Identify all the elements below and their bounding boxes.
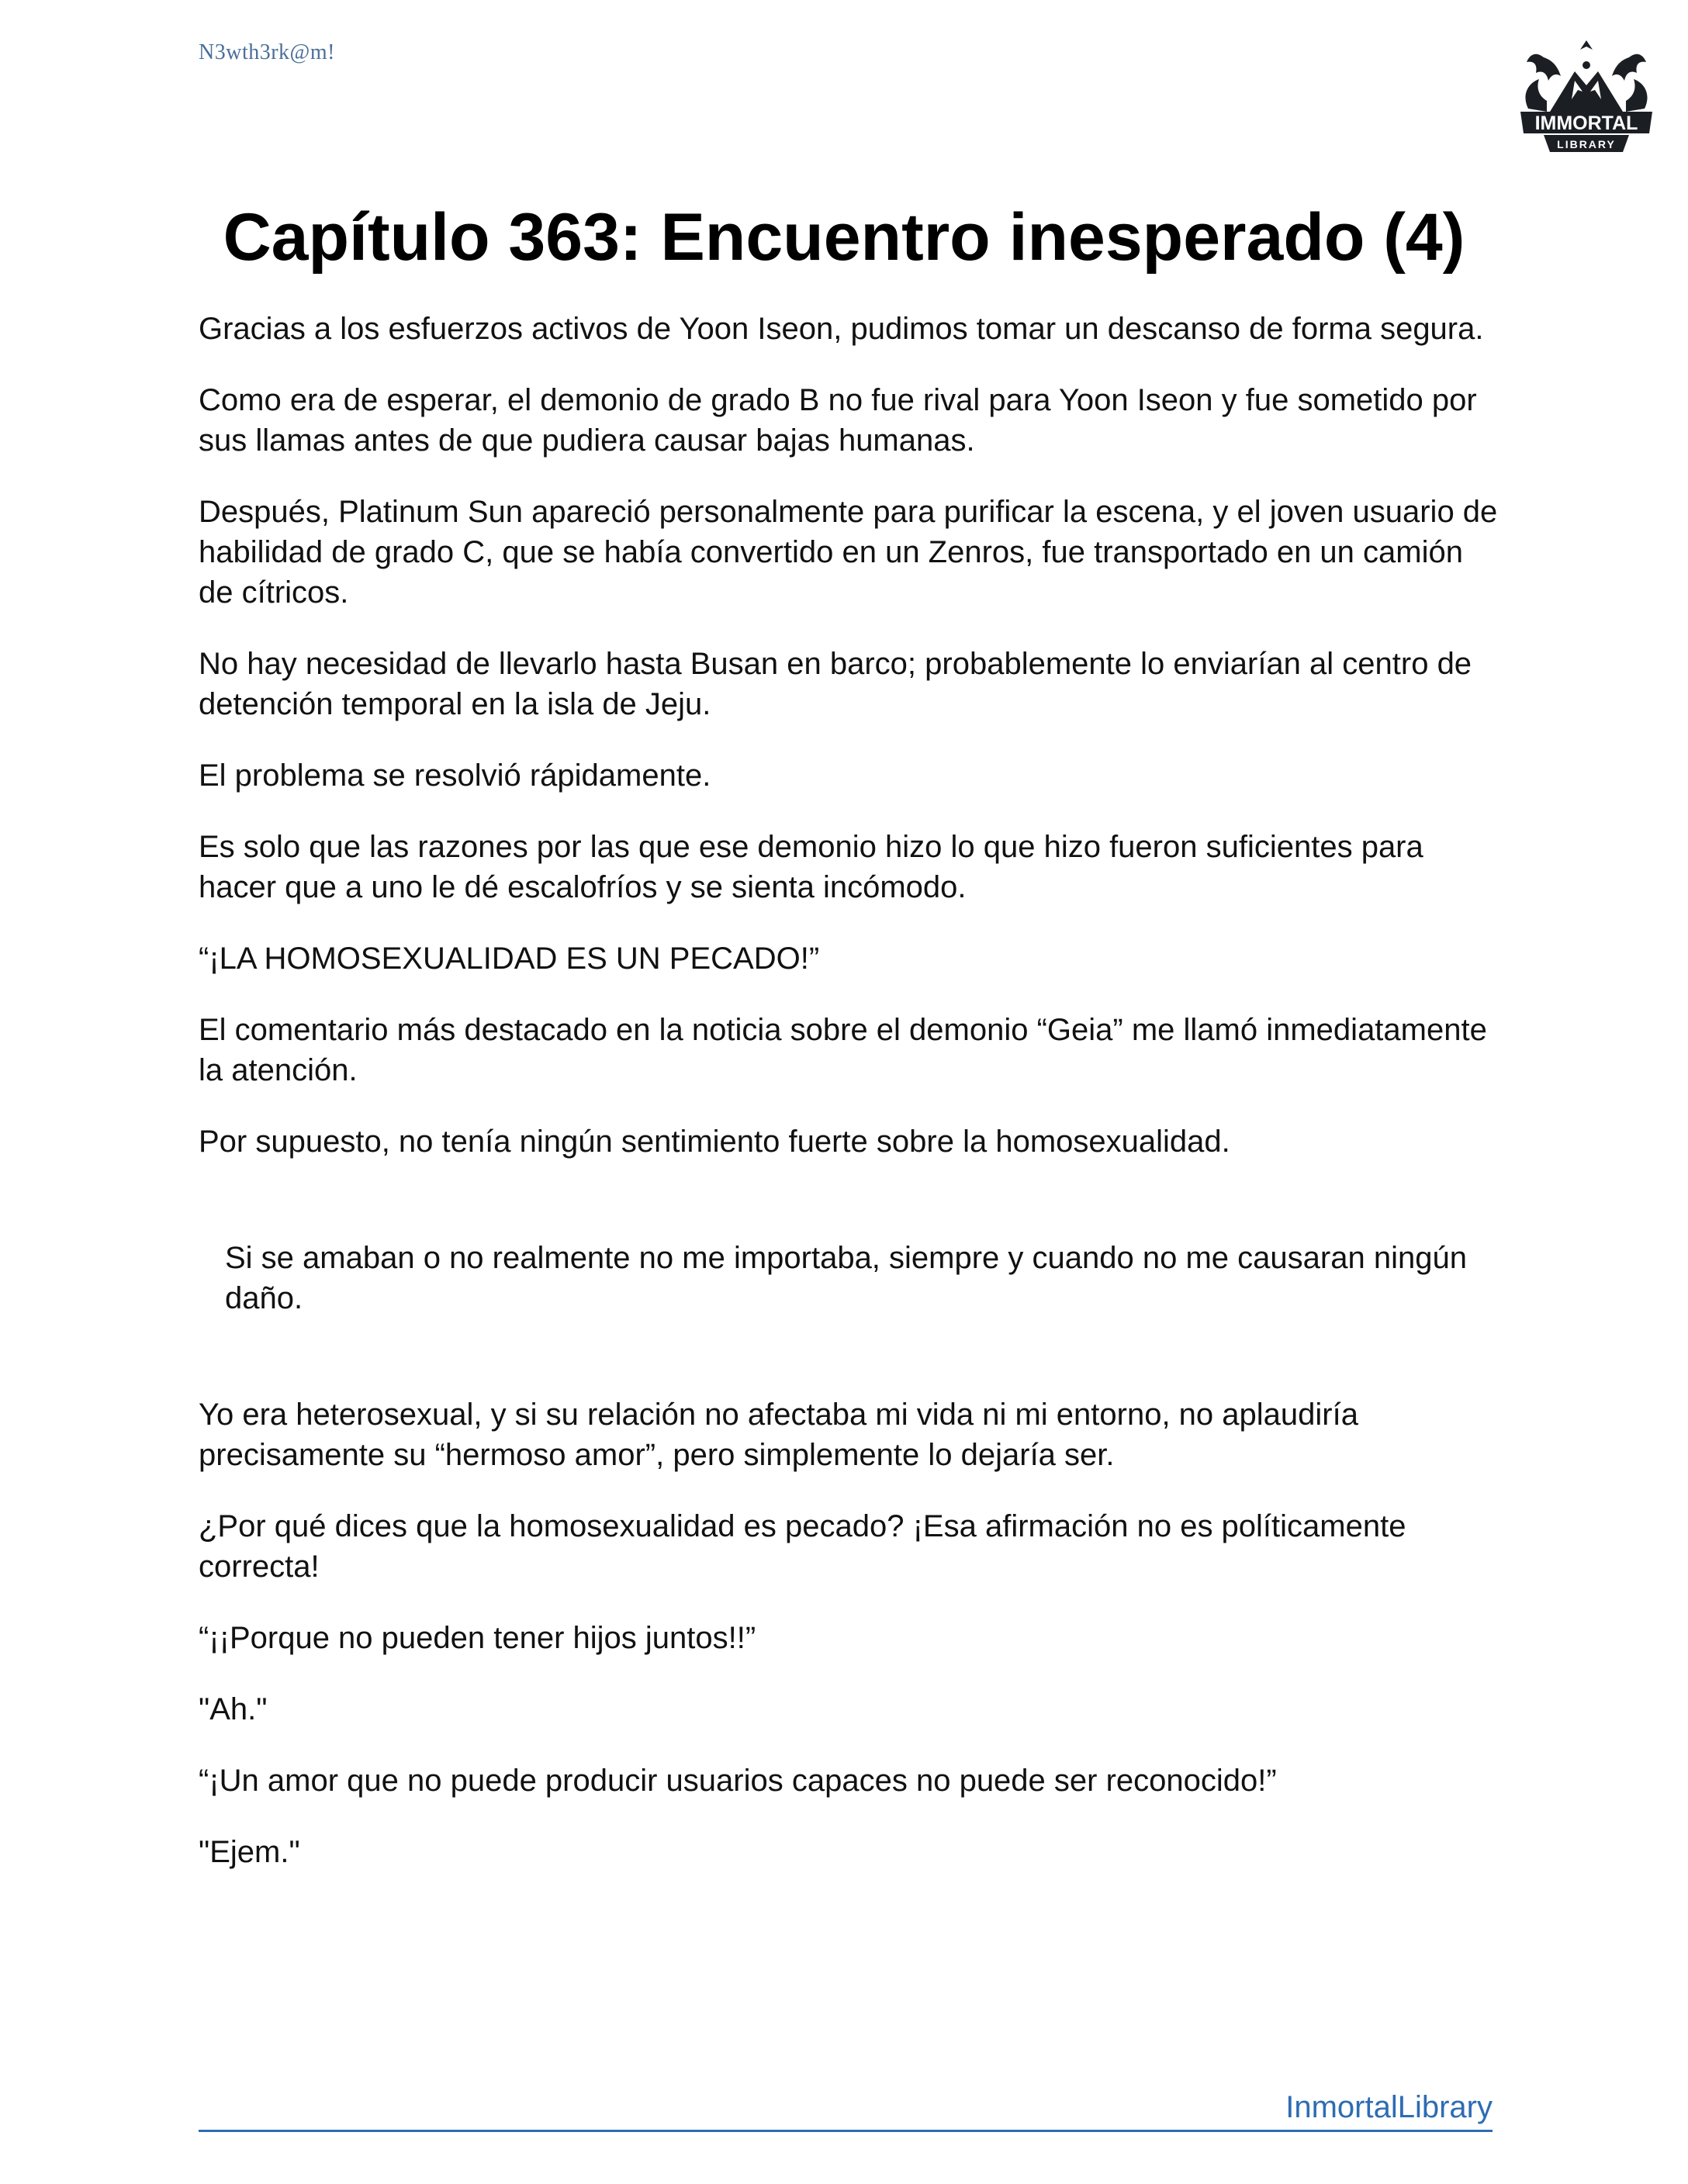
paragraph: Gracias a los esfuerzos activos de Yoon Iseon, pudimos tomar un descanso de forma segura.	[199, 312, 1484, 346]
paragraph: "Ah."	[199, 1692, 268, 1726]
paragraph: Después, Platinum Sun apareció personalmente para purificar la escena, y el joven usuario de habilidad de grado C, que se había convertido en un Zenros, fue transportado en un camión de cítricos.	[199, 495, 1498, 610]
paragraph: “¡¡Porque no pueden tener hijos juntos!!”	[199, 1621, 756, 1655]
logo-text-bottom: LIBRARY	[1557, 138, 1616, 150]
logo-text-top: IMMORTAL	[1534, 112, 1638, 134]
paragraph: Es solo que las razones por las que ese demonio hizo lo que hizo fueron suficientes para hacer que a uno le dé escalofríos y se sienta incómodo.	[199, 830, 1423, 904]
paragraph: “¡Un amor que no puede producir usuarios capaces no puede ser reconocido!”	[199, 1764, 1277, 1798]
chapter-title: Capítulo 363: Encuentro inesperado (4)	[223, 200, 1465, 275]
chapter-body	[199, 309, 1502, 1903]
footer-link[interactable]: InmortalLibrary	[1285, 2090, 1493, 2124]
paragraph: ¿Por qué dices que la homosexualidad es pecado? ¡Esa afirmación no es políticamente correcta!	[199, 1509, 1406, 1584]
watermark-text: N3wth3rk@m!	[199, 40, 335, 64]
paragraph: Como era de esperar, el demonio de grado B no fue rival para Yoon Iseon y fue sometido por sus llamas antes de que pudiera causar bajas humanas.	[199, 383, 1477, 458]
immortal-library-logo	[1513, 34, 1660, 158]
paragraph: No hay necesidad de llevarlo hasta Busan en barco; probablemente lo enviarían al centro de detención temporal en la isla de Jeju.	[199, 647, 1472, 721]
footer-divider	[199, 2130, 1493, 2132]
paragraph: El comentario más destacado en la noticia sobre el demonio “Geia” me llamó inmediatamente la atención.	[199, 1013, 1487, 1087]
paragraph: "Ejem."	[199, 1835, 300, 1869]
paragraph: El problema se resolvió rápidamente.	[199, 759, 711, 793]
indented-paragraph: Si se amaban o no realmente no me importaba, siempre y cuando no me causaran ningún daño.	[225, 1241, 1467, 1315]
paragraph: “¡LA HOMOSEXUALIDAD ES UN PECADO!”	[199, 942, 820, 976]
paragraph: Por supuesto, no tenía ningún sentimiento fuerte sobre la homosexualidad.	[199, 1125, 1230, 1159]
paragraph: Yo era heterosexual, y si su relación no afectaba mi vida ni mi entorno, no aplaudiría precisamente su “hermoso amor”, pero simplemente lo dejaría ser.	[199, 1398, 1358, 1472]
